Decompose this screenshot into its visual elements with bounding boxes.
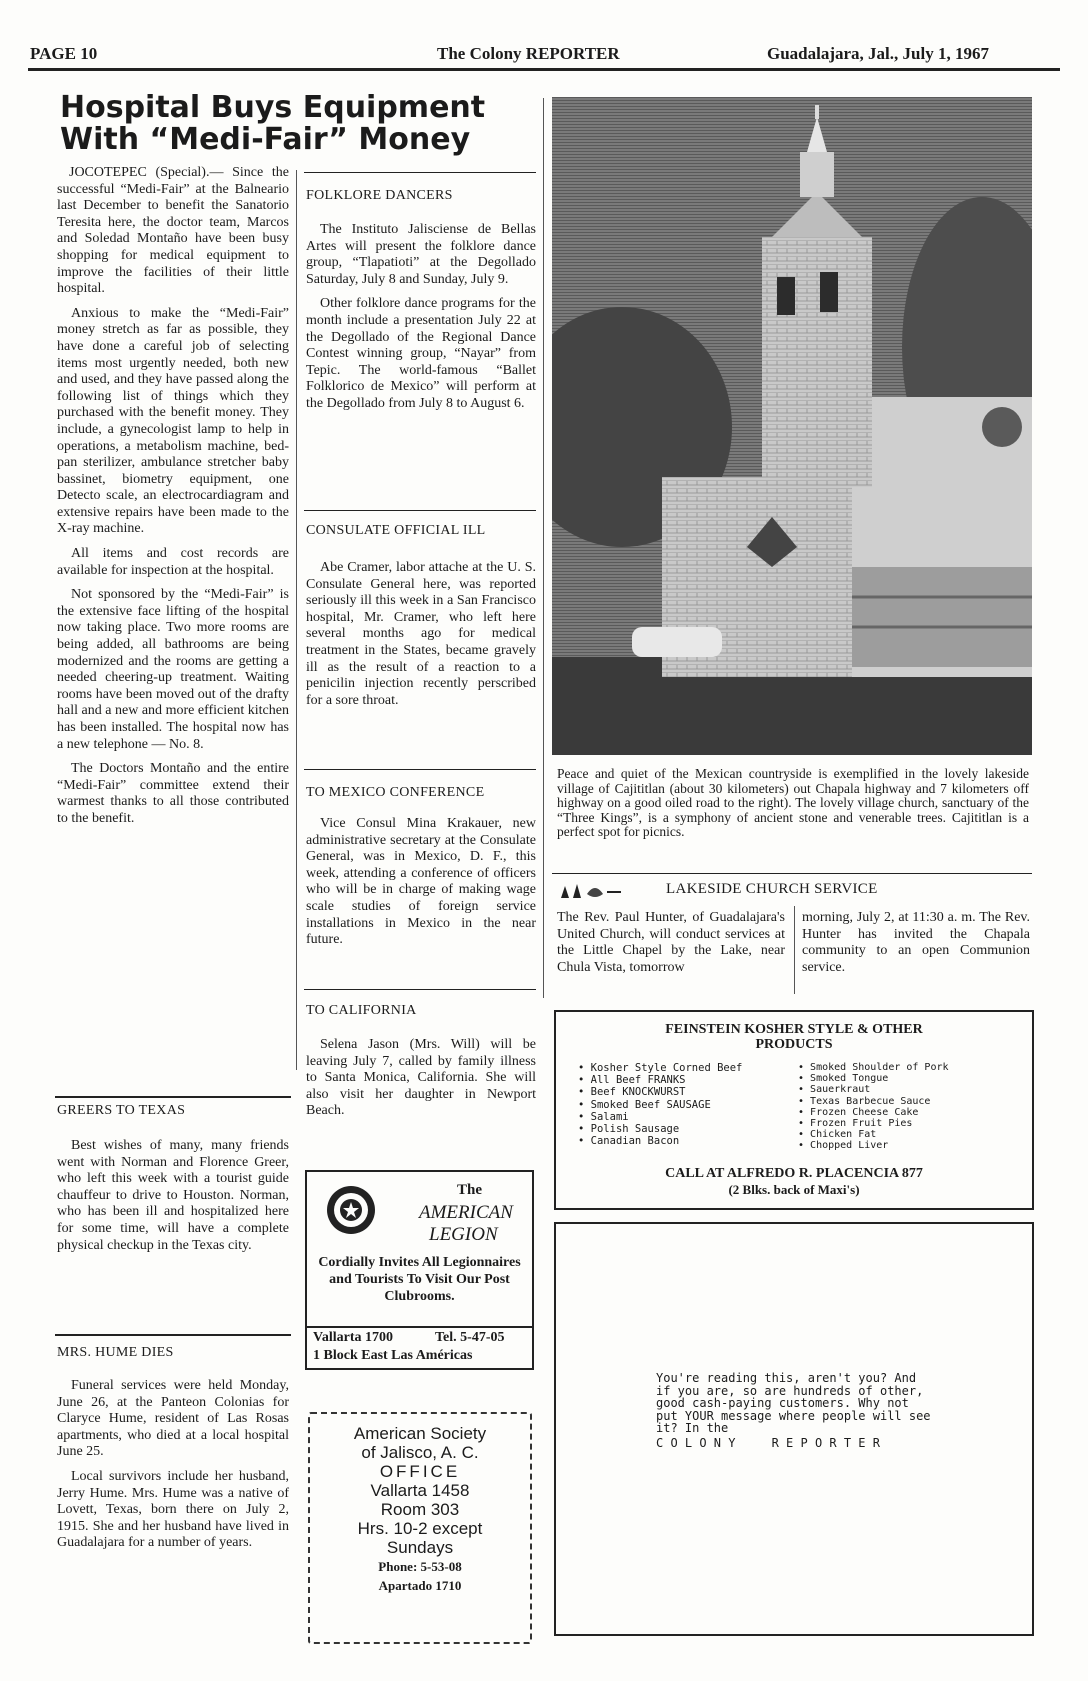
list-item: • All Beef FRANKS: [578, 1074, 788, 1086]
section-title: FOLKLORE DANCERS: [306, 188, 453, 203]
paragraph: Funeral services were held Monday, June 26, at the Panteon Colonias for Claryce Hume, resident of Las Rosas apartments, who died at a local hospital June 25.: [57, 1378, 289, 1460]
main-article-body: [57, 165, 289, 836]
society-hours-1: Hrs. 10-2 except: [357, 1519, 483, 1538]
list-item: • Smoked Beef SAUSAGE: [578, 1099, 788, 1111]
society-room: Room 303: [380, 1500, 460, 1519]
list-item: • Beef KNOCKWURST: [578, 1086, 788, 1098]
list-item: • Frozen Cheese Cake: [798, 1107, 1018, 1118]
divider: [552, 873, 1032, 874]
church-photo: [552, 97, 1032, 755]
kosher-call: CALL AT ALFREDO R. PLACENCIA 877: [665, 1166, 923, 1181]
divider: [304, 989, 536, 990]
divider: [304, 172, 536, 173]
paragraph: Abe Cramer, labor attache at the U. S. Consulate General here, was reported seriously ill this week in a San Francisco hospital, Mr. Cramer, who left here several months ago for medical treatment in the States, became gravely ill as the result of a reaction to a penicilin injection recently perscribed for a sore throat.: [306, 560, 536, 708]
church-col-2: morning, July 2, at 11:30 a. m. The Rev. Hunter has invited the Chapala community to an open Communion service.: [802, 910, 1030, 975]
list-item: • Texas Barbecue Sauce: [798, 1096, 1018, 1107]
section-title: GREERS TO TEXAS: [57, 1103, 186, 1118]
list-item: • Frozen Fruit Pies: [798, 1118, 1018, 1129]
kosher-title-2: PRODUCTS: [755, 1037, 833, 1052]
kosher-left-list: [578, 1062, 788, 1147]
divider: [55, 1096, 291, 1098]
conference-body: [306, 816, 536, 957]
headline: [60, 92, 540, 156]
promo-paper: C O L O N Y R E P O R T E R: [656, 1436, 880, 1450]
column-rule: [794, 906, 795, 994]
divider: [55, 1334, 291, 1336]
headline-line-2: With “Medi-Fair” Money: [60, 122, 471, 157]
photo-caption: Peace and quiet of the Mexican countryside is exemplified in the lovely lakeside village of Cajititlan (about 30 kilometers) out Chapala highway and 7 kilometers off highway on a good oiled road to the right). The lovely village church, sanctuary of the “Three Kings”, is a symphony of ancient stone and venerable trees. Cajititlan is a perfect spot for picnics.: [557, 766, 1029, 839]
section-title: TO CALIFORNIA: [306, 1003, 417, 1018]
society-hours-2: Sundays: [386, 1538, 454, 1557]
legion-tel: Tel. 5-47-05: [435, 1330, 505, 1345]
section-title: CONSULATE OFFICIAL ILL: [306, 523, 486, 538]
paragraph: The Doctors Montaño and the entire “Medi-Fair” committee extend their warmest thanks to all those contributed to the benefit.: [57, 761, 289, 826]
consulate-body: [306, 560, 536, 717]
list-item: • Canadian Bacon: [578, 1135, 788, 1147]
paragraph: All items and cost records are available for inspection at the hospital.: [57, 546, 289, 578]
promo-ad: [554, 1222, 1034, 1636]
church-bells-icon: [555, 880, 625, 902]
list-item: • Smoked Shoulder of Pork: [798, 1062, 1018, 1073]
column-rule: [296, 170, 297, 1070]
dateline: Guadalajara, Jal., July 1, 1967: [767, 44, 989, 63]
legion-the: The: [457, 1182, 483, 1198]
church-col-1: The Rev. Paul Hunter, of Guadalajara's United Church, will conduct services at the Little Chapel by the Lake, near Chula Vista, tomorrow: [557, 910, 785, 975]
american-society-ad: [308, 1412, 532, 1644]
list-item: • Chopped Liver: [798, 1140, 1018, 1151]
society-address: Vallarta 1458: [370, 1481, 470, 1500]
california-body: [306, 1037, 536, 1128]
society-office: OFFICE: [379, 1462, 461, 1481]
list-item: • Chicken Fat: [798, 1129, 1018, 1140]
section-title: LAKESIDE CHURCH SERVICE: [666, 881, 878, 897]
paragraph: Other folklore dance programs for the month include a presentation July 22 at the Degollado of the Regional Dance Contest winning group, “Nayar” from Tepic. The world-famous “Ballet Folklorico de Mexico” will perform at the Degollado from July 8 to August 6.: [306, 296, 536, 411]
section-title: TO MEXICO CONFERENCE: [306, 785, 485, 800]
greers-body: [57, 1138, 289, 1262]
kosher-title: [556, 1022, 1032, 1052]
headline-line-1: Hospital Buys Equipment: [60, 90, 486, 125]
promo-body: You're reading this, aren't you? And if you are, so are hundreds of other, good cash-paying customers. Why not put YOUR message where people will see it? In the: [656, 1371, 931, 1435]
section-title: MRS. HUME DIES: [57, 1345, 174, 1360]
column-rule: [543, 98, 544, 998]
society-phone: Phone: 5-53-08: [378, 1559, 462, 1574]
paragraph: Best wishes of many, many friends went with Norman and Florence Greer, who left this week with a tourist guide chauffeur to drive to Houston. Norman, who has been ill and hospitalized here for some time, will have a complete physical checkup in the Texas city.: [57, 1138, 289, 1253]
kosher-ad: [554, 1010, 1034, 1210]
society-line-1: American Society: [353, 1424, 487, 1443]
newspaper-name: The Colony REPORTER: [437, 44, 620, 63]
society-apartado: Apartado 1710: [378, 1578, 462, 1593]
hume-body: [57, 1378, 289, 1560]
paragraph: The Instituto Jalisciense de Bellas Artes will present the folklore dance group, “Tlapatioti” at the Degollado Saturday, July 8 and Sunday, July 9.: [306, 222, 536, 287]
list-item: • Sauerkraut: [798, 1084, 1018, 1095]
page-number: PAGE 10: [30, 44, 98, 63]
list-item: • Kosher Style Corned Beef: [578, 1062, 788, 1074]
header-rule: [28, 68, 1060, 71]
paragraph: Vice Consul Mina Krakauer, new administrative secretary at the Consulate General, was in Mexico, D. F., this week, attending a conference of officers who will be in charge of making wage scale studies of foreign service installations in Mexico in the near future.: [306, 816, 536, 948]
folklore-body: [306, 222, 536, 421]
list-item: • Smoked Tongue: [798, 1073, 1018, 1084]
paragraph: JOCOTEPEC (Special).— Since the successful “Medi-Fair” at the Balneario last December to benefit the Sanatorio Teresita here, the doctor team, Marcos and Soledad Montaño have been busy shopping for medical equipment to improve the facilities of their little hospital.: [57, 165, 289, 297]
kosher-title-1: FEINSTEIN KOSHER STYLE & OTHER: [665, 1022, 923, 1037]
legion-emblem-icon: [325, 1184, 377, 1236]
society-line-2: of Jalisco, A. C.: [361, 1443, 479, 1462]
divider: [304, 510, 536, 511]
paragraph: Not sponsored by the “Medi-Fair” is the extensive face lifting of the hospital now taking place. Two more rooms are being added, all bathrooms are being modernized and the rooms are getting a needed cheering-up treatment. Waiting rooms have been moved out of the drafty hall and a new and more efficient kitchen has been installed. The hospital now has a new telephone — No. 8.: [57, 587, 289, 752]
american-legion-ad: [305, 1170, 534, 1370]
legion-invite: Cordially Invites All Legionnaires and Tourists To Visit Our Post Clubrooms.: [318, 1255, 521, 1304]
list-item: • Salami: [578, 1111, 788, 1123]
legion-name-2: LEGION: [429, 1224, 498, 1245]
list-item: • Polish Sausage: [578, 1123, 788, 1135]
divider: [304, 769, 536, 770]
paragraph: Local survivors include her husband, Jerry Hume. Mrs. Hume was a native of Lovett, Texas, born there on July 2, 1915. She and her husband have lived in Guadalajara for a number of years.: [57, 1468, 289, 1551]
paragraph: Selena Jason (Mrs. Will) will be leaving July 7, called by family illness to Santa Monica, California. She will also visit her daughter in Newport Beach.: [306, 1037, 536, 1119]
kosher-blocks: (2 Blks. back of Maxi's): [728, 1182, 860, 1197]
divider: [307, 1326, 532, 1328]
legion-name-1: AMERICAN: [419, 1202, 513, 1223]
paragraph: Anxious to make the “Medi-Fair” money stretch as far as possible, they have done a careful job of selecting items most urgently needed, both new and used, and they have passed along the following list of things which they purchased with the benefit money. They include, a gynecologist lamp to help in operations, a metabolism machine, bed-pan sterilizer, ambulance stretcher baby bassinet, biometry equipment, one Detecto scale, an electrocardiagram and extensive repairs have been made to the X-ray machine.: [57, 305, 289, 537]
kosher-right-list: [798, 1062, 1018, 1152]
legion-block: 1 Block East Las Américas: [313, 1348, 473, 1363]
legion-address: Vallarta 1700: [313, 1330, 393, 1345]
society-text: [310, 1424, 530, 1595]
